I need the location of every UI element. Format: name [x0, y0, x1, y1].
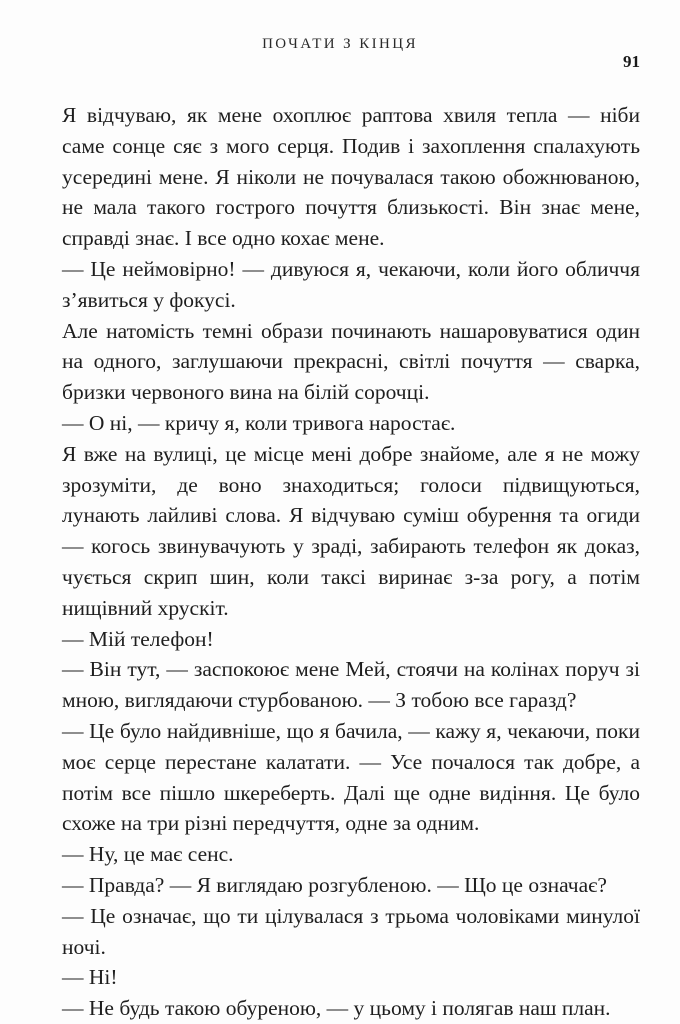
- paragraph: — Це неймовірно! — дивуюся я, чекаючи, коли його обличчя з’явиться у фокусі.: [62, 256, 640, 312]
- paragraph: — О ні, — кричу я, коли тривога наростає.: [62, 410, 456, 435]
- paragraph: Я відчуваю, як мене охоплює раптова хвиля тепла — ніби саме сонце сяє з мого серця. Подив і захоплення спалахують усередині мене. Я ніколи не почувалася такою обожнюваною, не мала такого гострого почуття близькості. Він знає мене, справді знає. І все одно кохає мене.: [62, 103, 640, 251]
- paragraph: — Правда? — Я виглядаю розгубленою. — Що це означає?: [62, 872, 607, 897]
- page-number: 91: [623, 52, 640, 71]
- running-head: ПОЧАТИ З КІНЦЯ: [262, 36, 418, 52]
- paragraph: — Це означає, що ти цілувалася з трьома чоловіками минулої ночі.: [62, 903, 640, 959]
- paragraph: — Він тут, — заспокоює мене Мей, стоячи на колінах поруч зі мною, виглядаючи стурбованою. — З тобою все гаразд?: [62, 657, 640, 713]
- paragraph: Я вже на вулиці, це місце мені добре знайоме, але я не можу зрозуміти, де воно знаходиться; голоси підвищуються, лунають лайливі слова. Я відчуваю суміш обурення та огиди — когось звинувачують у зраді, забирають телефон як доказ, чується скрип шин, коли таксі виринає з-за рогу, а потім нищівний хрускіт.: [62, 441, 640, 620]
- paragraph: — Це було найдивніше, що я бачила, — кажу я, чекаючи, поки моє серце перестане калатати. — Усе почалося так добре, а потім все пішло шкереберть. Далі ще одне видіння. Це було схоже на три різні передчуття, одне за одним.: [62, 718, 640, 836]
- paragraph: Але натомість темні образи починають нашаровуватися один на одного, заглушаючи прекрасні, світлі почуття — сварка, бризки червоного вина на білій сорочці.: [62, 318, 640, 405]
- paragraph: — Не будь такою обуреною, — у цьому і полягав наш план.: [62, 996, 611, 1021]
- body-text: [62, 100, 640, 1024]
- paragraph: — Ні!: [62, 965, 118, 990]
- paragraph: — Ну, це має сенс.: [62, 842, 234, 867]
- paragraph: — Мій телефон!: [62, 626, 214, 651]
